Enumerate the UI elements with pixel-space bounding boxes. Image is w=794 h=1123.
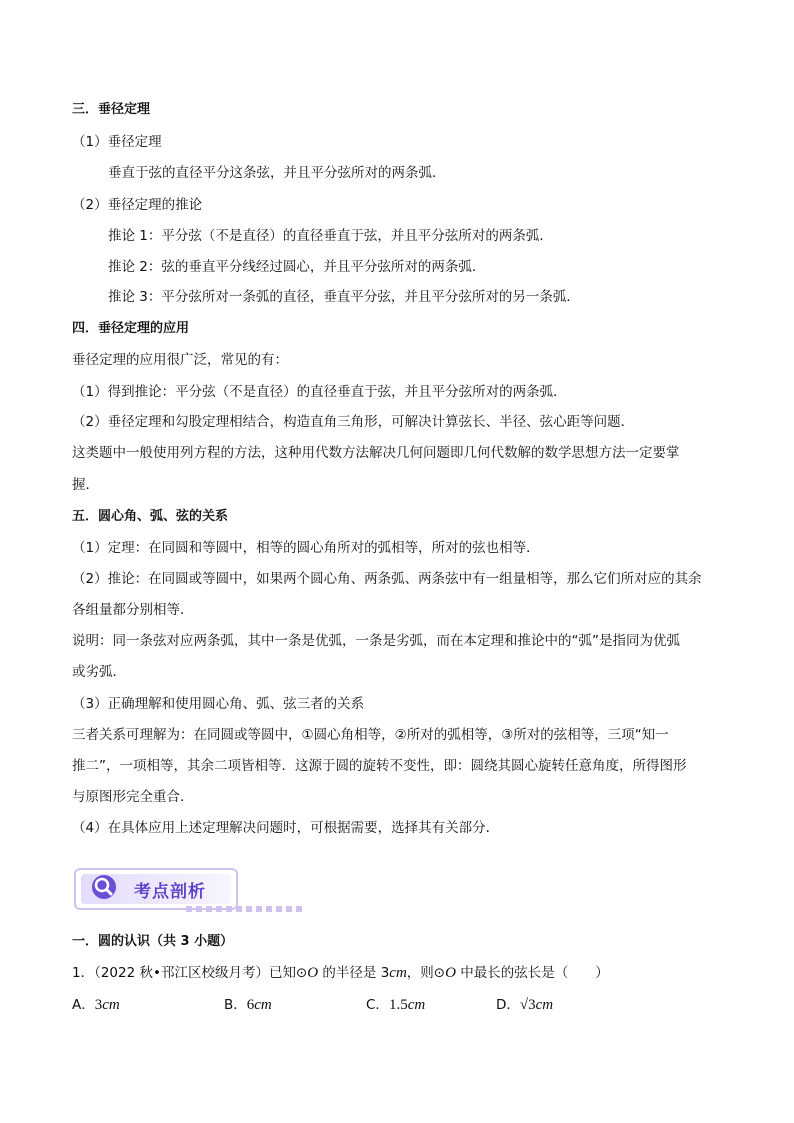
section-3-heading: 三．垂径定理 (72, 102, 151, 117)
exercise-heading: 一．圆的认识（共 3 小题） (72, 934, 234, 949)
option-label: C． (366, 997, 389, 1013)
section-5-item-3: （3）正确理解和使用圆心角、弧、弦三者的关系 (72, 696, 365, 712)
option-c[interactable] (366, 995, 425, 1015)
section-3-item-1-label: （1）垂径定理 (72, 134, 162, 150)
section-5-item-2-line-1: （2）推论：在同圆或等圆中，如果两个圆心角、两条弧、两条弦中有一组量相等，那么它们所对应的其余 (72, 571, 702, 587)
section-5-item-1: （1）定理：在同圆和等圆中，相等的圆心角所对的弧相等，所对的弦也相等． (72, 540, 540, 556)
corollary-1: 推论 1：平分弦（不是直径）的直径垂直于弦，并且平分弦所对的两条弧． (108, 228, 553, 244)
magnifier-icon (86, 873, 122, 901)
section-5-relation-line-1: 三者关系可理解为：在同圆或等圆中，①圆心角相等，②所对的弧相等，③所对的弦相等，三项“知一 (72, 727, 669, 743)
section-5-heading: 五．圆心角、弧、弦的关系 (72, 509, 229, 524)
badge-title: 考点剖析 (134, 882, 206, 902)
section-4-note-line-1: 这类题中一般使用列方程的方法，这种用代数方法解决几何问题即几何代数解的数学思想方法一定要掌 (72, 445, 680, 461)
section-5-item-2-line-2: 各组量都分别相等． (72, 602, 194, 618)
section-4-note-line-2: 握． (72, 477, 99, 493)
section-4-item-2: （2）垂径定理和勾股定理相结合，构造直角三角形，可解决计算弦长、半径、弦心距等问题． (72, 414, 635, 430)
option-label: A． (72, 997, 95, 1013)
option-unit: cm (254, 997, 272, 1013)
badge-stripe (186, 906, 306, 912)
option-value: √3 (519, 997, 536, 1013)
option-b[interactable] (224, 995, 272, 1015)
corollary-2: 推论 2：弦的垂直平分线经过圆心，并且平分弦所对的两条弧． (108, 259, 486, 275)
section-4-intro: 垂径定理的应用很广泛，常见的有： (72, 352, 288, 368)
option-d[interactable] (496, 995, 553, 1015)
section-4-heading: 四．垂径定理的应用 (72, 321, 190, 336)
question-1-mid: 的半径是 3 (318, 965, 390, 981)
section-5-item-4: （4）在具体应用上述定理解决问题时，可根据需要，选择其有关部分． (72, 820, 500, 836)
circle-o-symbol: O (445, 965, 456, 981)
section-badge (74, 868, 238, 910)
option-label: B． (224, 997, 247, 1013)
section-5-note-line-1: 说明：同一条弦对应两条弧，其中一条是优弧，一条是劣弧，而在本定理和推论中的“弧”是指同为优弧 (72, 633, 680, 649)
question-1-suffix: 中最长的弦长是（ ） (455, 965, 609, 981)
option-value: 3 (94, 997, 103, 1013)
section-3-item-1-text: 垂直于弦的直径平分这条弦，并且平分弦所对的两条弧． (108, 165, 446, 181)
circle-o-symbol: O (307, 965, 319, 981)
section-4-item-1: （1）得到推论：平分弦（不是直径）的直径垂直于弦，并且平分弦所对的两条弧． (72, 384, 567, 400)
section-5-note-line-2: 或劣弧． (72, 664, 126, 680)
option-label: D． (496, 997, 520, 1013)
option-unit: cm (102, 997, 120, 1013)
option-a[interactable] (72, 995, 120, 1015)
question-1 (72, 963, 609, 983)
question-1-mid-2: ，则⊙ (406, 965, 446, 981)
option-unit: cm (407, 997, 426, 1013)
corollary-3: 推论 3：平分弦所对一条弧的直径，垂直平分弦，并且平分弦所对的另一条弧． (108, 289, 580, 305)
option-unit: cm (535, 997, 554, 1013)
unit-cm: cm (389, 965, 407, 981)
option-value: 6 (246, 997, 255, 1013)
option-value: 1.5 (388, 997, 408, 1013)
section-5-relation-line-2: 推二”，一项相等，其余二项皆相等．这源于圆的旋转不变性，即：圆绕其圆心旋转任意角度，所得图形 (72, 758, 687, 774)
section-3-item-2-label: （2）垂径定理的推论 (72, 197, 203, 213)
question-1-prefix: 1．（2022 秋•邗江区校级月考）已知⊙ (72, 965, 308, 981)
section-5-relation-line-3: 与原图形完全重合． (72, 789, 194, 805)
